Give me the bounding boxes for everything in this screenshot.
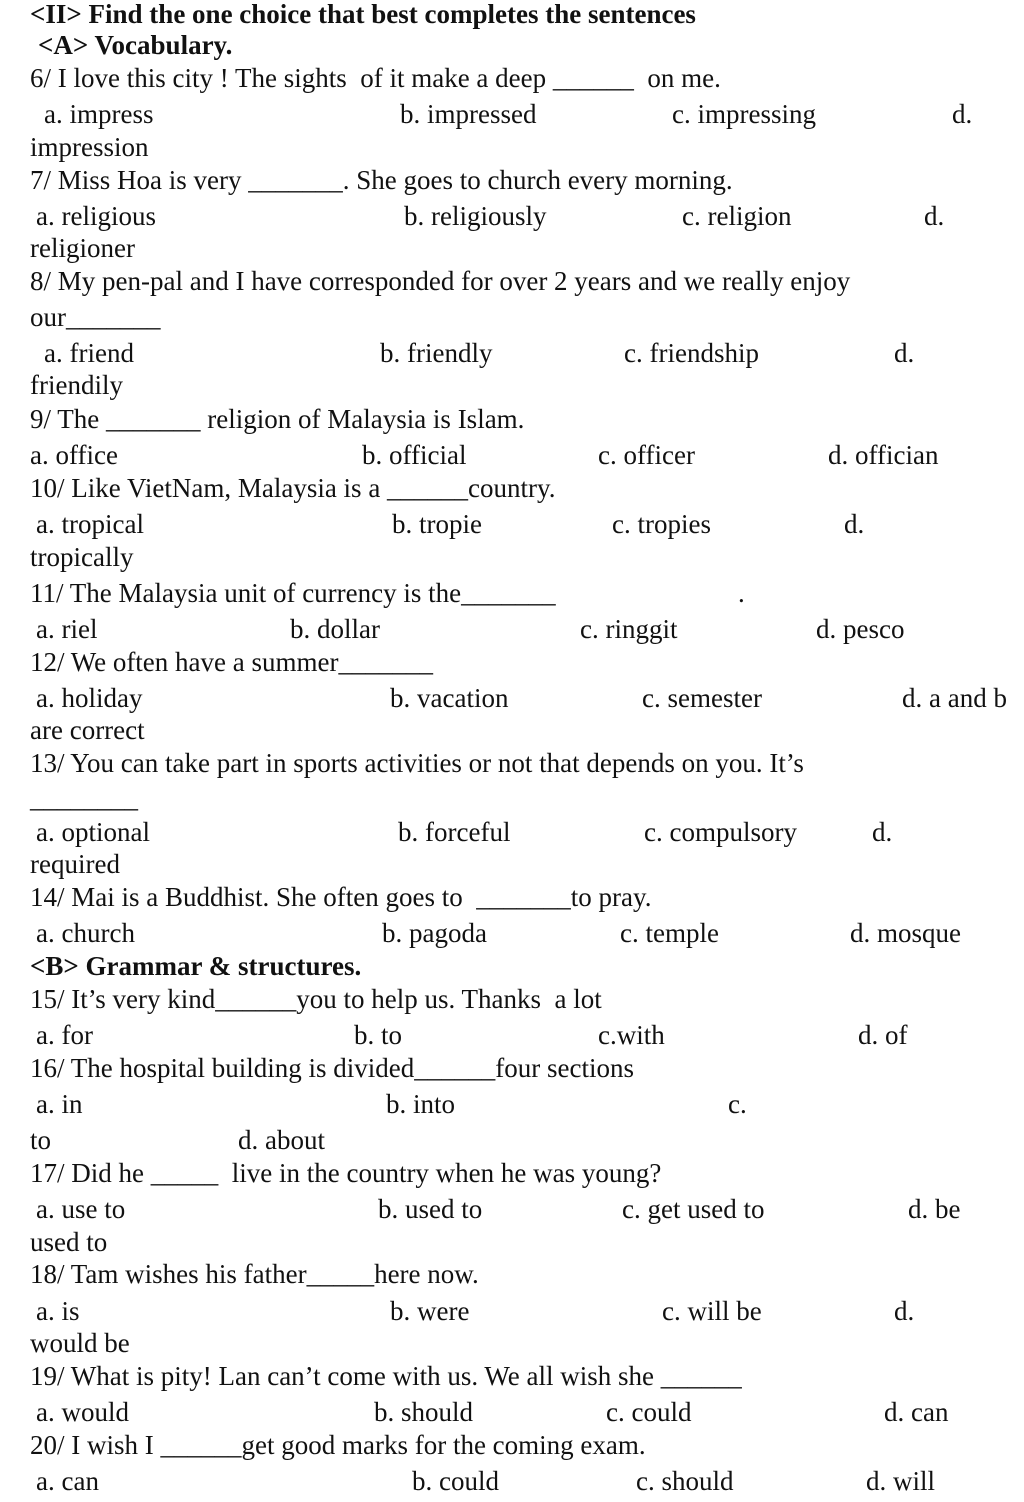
option-c: c. temple: [620, 918, 719, 948]
option-a: a. religious: [36, 201, 156, 231]
option-d-continued: are correct: [30, 715, 145, 745]
option-c: c. get used to: [622, 1194, 765, 1224]
option-c: c. religion: [682, 201, 792, 231]
option-c: c. officer: [598, 440, 695, 470]
option-d: d. pesco: [816, 614, 905, 644]
option-b: b. pagoda: [382, 918, 487, 948]
option-c-continued: to: [30, 1125, 52, 1155]
option-d: d.: [924, 201, 945, 231]
option-c: c. impressing: [672, 99, 816, 129]
option-b: b. vacation: [390, 683, 509, 713]
option-b: b. used to: [378, 1194, 483, 1224]
option-b: b. could: [412, 1466, 499, 1496]
section-a-heading: <A> Vocabulary.: [38, 30, 233, 60]
option-c: c. should: [636, 1466, 734, 1496]
option-d: d. will: [866, 1466, 936, 1496]
option-b: b. to: [354, 1020, 403, 1050]
option-c: c. ringgit: [580, 614, 678, 644]
option-d: d. of: [858, 1020, 908, 1050]
option-d-continued: would be: [30, 1328, 130, 1358]
option-c: c. could: [606, 1397, 692, 1427]
option-a: a. impress: [44, 99, 154, 129]
option-a: a. riel: [36, 614, 98, 644]
option-a: a. use to: [36, 1194, 126, 1224]
option-a: a. holiday: [36, 683, 143, 713]
option-a: a. would: [36, 1397, 129, 1427]
option-b: b. official: [362, 440, 467, 470]
question-stem: 13/ You can take part in sports activities or not that depends on you. It’s: [30, 748, 804, 778]
option-b: b. friendly: [380, 338, 493, 368]
question-stem: 15/ It’s very kind______you to help us. Thanks a lot: [30, 984, 602, 1014]
option-d: d. mosque: [850, 918, 961, 948]
option-c: c. will be: [662, 1296, 762, 1326]
option-b: b. forceful: [398, 817, 511, 847]
question-stem: 10/ Like VietNam, Malaysia is a ______country.: [30, 473, 556, 503]
option-a: a. optional: [36, 817, 150, 847]
option-b: b. into: [386, 1089, 456, 1119]
option-d: d. can: [884, 1397, 949, 1427]
question-stem: 16/ The hospital building is divided______four sections: [30, 1053, 634, 1083]
question-stem: 11/ The Malaysia unit of currency is the_______: [30, 578, 556, 608]
option-d: d.: [894, 1296, 915, 1326]
option-a: a. office: [30, 440, 118, 470]
option-d: d. a and b: [902, 683, 1007, 713]
section-b-heading: <B> Grammar & structures.: [30, 951, 362, 981]
option-a: a. church: [36, 918, 135, 948]
option-c: c. tropies: [612, 509, 711, 539]
option-d: d. be: [908, 1194, 961, 1224]
option-d-continued: used to: [30, 1227, 108, 1257]
option-b: b. should: [374, 1397, 474, 1427]
question-stem: 17/ Did he _____ live in the country when he was young?: [30, 1158, 662, 1188]
option-b: b. religiously: [404, 201, 547, 231]
option-a: a. for: [36, 1020, 93, 1050]
question-stem: 9/ The _______ religion of Malaysia is Islam.: [30, 404, 525, 434]
option-a: a. tropical: [36, 509, 144, 539]
option-d: d.: [844, 509, 865, 539]
option-d-continued: impression: [30, 132, 149, 162]
question-stem-period: .: [738, 578, 745, 608]
option-d-continued: tropically: [30, 542, 134, 572]
question-stem: 6/ I love this city ! The sights of it make a deep ______ on me.: [30, 63, 721, 93]
option-c: c.with: [598, 1020, 665, 1050]
option-c: c.: [728, 1089, 747, 1119]
option-d: d. about: [238, 1125, 325, 1155]
option-d: d. offician: [828, 440, 939, 470]
question-stem: 14/ Mai is a Buddhist. She often goes to _______to pray.: [30, 882, 652, 912]
question-stem: 12/ We often have a summer_______: [30, 647, 433, 677]
question-stem-continued: ________: [30, 783, 138, 813]
option-b: b. dollar: [290, 614, 380, 644]
option-c: c. compulsory: [644, 817, 797, 847]
option-b: b. impressed: [400, 99, 537, 129]
option-d-continued: friendily: [30, 370, 123, 400]
question-stem-continued: our_______: [30, 302, 161, 332]
option-b: b. tropie: [392, 509, 482, 539]
option-d: d.: [872, 817, 893, 847]
question-stem: 20/ I wish I ______get good marks for the coming exam.: [30, 1430, 646, 1460]
question-stem: 7/ Miss Hoa is very _______. She goes to church every morning.: [30, 165, 733, 195]
option-c: c. semester: [642, 683, 762, 713]
option-d-continued: required: [30, 849, 120, 879]
option-c: c. friendship: [624, 338, 759, 368]
option-a: a. friend: [44, 338, 134, 368]
question-stem: 8/ My pen-pal and I have corresponded for over 2 years and we really enjoy: [30, 266, 851, 296]
question-stem: 18/ Tam wishes his father_____here now.: [30, 1259, 479, 1289]
page-title: <II> Find the one choice that best completes the sentences: [30, 0, 696, 29]
option-b: b. were: [390, 1296, 470, 1326]
option-a: a. in: [36, 1089, 83, 1119]
option-a: a. can: [36, 1466, 99, 1496]
option-a: a. is: [36, 1296, 80, 1326]
option-d: d.: [952, 99, 973, 129]
option-d-continued: religioner: [30, 233, 135, 263]
question-stem: 19/ What is pity! Lan can’t come with us. We all wish she ______: [30, 1361, 742, 1391]
option-d: d.: [894, 338, 915, 368]
